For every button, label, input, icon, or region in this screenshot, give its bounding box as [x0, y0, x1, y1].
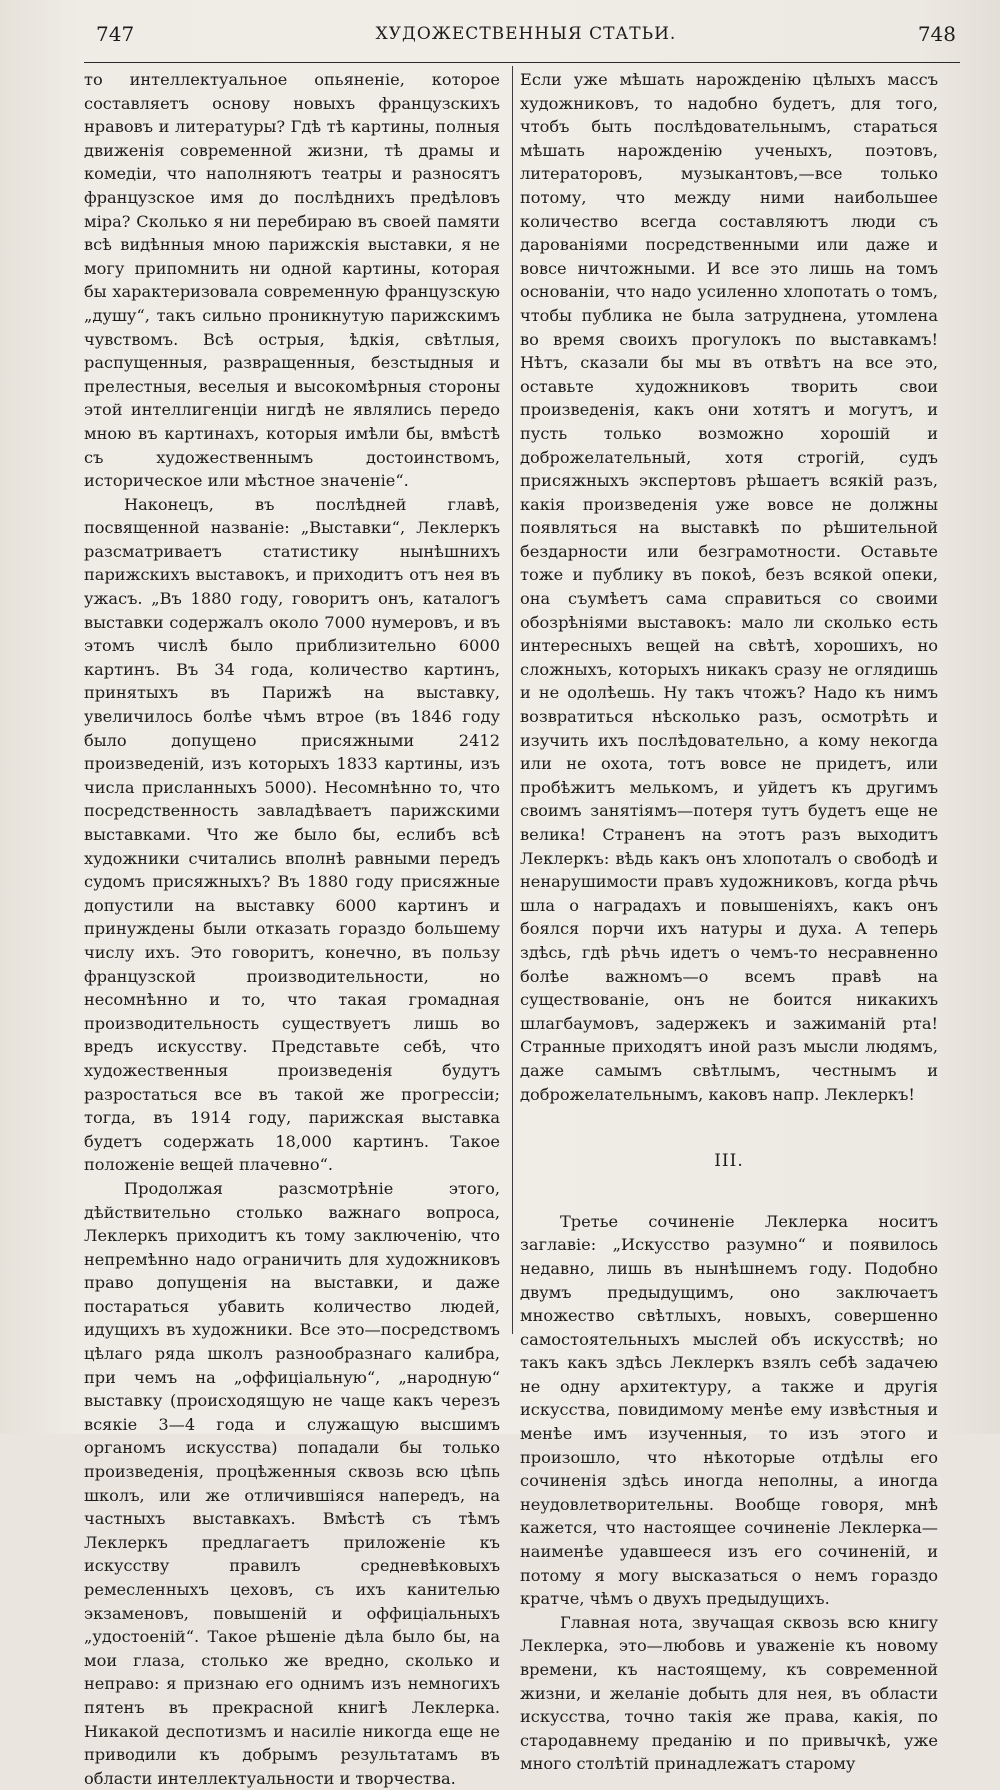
- page-header: [96, 22, 956, 52]
- paragraph: Третье сочиненіе Леклерка носитъ заглавіе: „Искусство разумно“ и появилось недавно, лишь въ нынѣшнемъ году. Подобно двумъ предыдущимъ, оно заключаетъ множество свѣтлыхъ, новыхъ, совершенно самостоятельныхъ мыслей объ искусствѣ; но такъ какъ здѣсь Леклеркъ взялъ себѣ задачею не одну архитектуру, а также и другія искусства, повидимому менѣе ему извѣстныя и менѣе имъ изученныя, то изъ этого и произошло, что нѣкоторые отдѣлы его сочиненія здѣсь иногда неполны, а иногда неудовлетворительны. Вообще говоря, мнѣ кажется, что настоящее сочиненіе Леклерка—наименѣе удавшееся изъ его сочиненій, и потому я могу высказаться о немъ гораздо кратче, чѣмъ о двухъ предыдущихъ.: [520, 1211, 938, 1609]
- page-number-right: 748: [917, 22, 956, 46]
- paragraph: Продолжая разсмотрѣніе этого, дѣйствительно столько важнаго вопроса, Леклеркъ приходитъ къ тому заключенію, что непремѣнно надо ограничить для художниковъ право допущенія на выставки, и даже постараться убавить количество людей, идущихъ въ художники. Все это—посредствомъ цѣлаго ряда школъ разнообразнаго калибра, при чемъ на „оффиціальную“, „народную“ выставку (происходящую не чаще какъ черезъ всякіе 3—4 года и служащую высшимъ органомъ искусства) попадали бы только произведенія, процѣженныя сквозь всю цѣпь школъ, или же отличившіяся напередъ, на частныхъ выставкахъ. Вмѣстѣ съ тѣмъ Леклеркъ предлагаетъ приложеніе къ искусству правилъ средневѣковыхъ ремесленныхъ цеховъ, съ ихъ канителью экзаменовъ, повышеній и оффиціальныхъ „удостоеній“. Такое рѣшеніе дѣла было бы, на мои глаза, столько же вредно, сколько и неправо: я признаю его однимъ изъ немногихъ пятенъ въ прекрасной книгѣ Леклерка. Никакой деспотизмъ и насиліе никогда еще не приводили къ добрымъ результатамъ въ области интеллектуальности и творчества.: [84, 1178, 500, 1788]
- running-title: ХУДОЖЕСТВЕННЫЯ СТАТЬИ.: [375, 24, 677, 44]
- paragraph: то интеллектуальное опьяненіе, которое составляетъ основу новыхъ французскихъ нравовъ и литературы? Гдѣ тѣ картины, полныя движенія современной жизни, тѣ драмы и комедіи, что наполняютъ театры и разносятъ французское имя до послѣднихъ предѣловъ міра? Сколько я ни перебираю въ своей памяти всѣ видѣнныя мною парижскія выставки, я не могу припомнить ни одной картины, которая бы характеризовала современную французскую „душу“, такъ сильно проникнутую парижскимъ чувствомъ. Всѣ острыя, ѣдкія, свѣтлыя, распущенныя, развращенныя, безстыдныя и прелестныя, веселыя и высокомѣрныя стороны этой интеллигенціи нигдѣ не являлись передо мною въ картинахъ, которыя имѣли бы, вмѣстѣ съ художественнымъ достоинствомъ, историческое или мѣстное значеніе“.: [84, 70, 500, 491]
- left-column: [84, 68, 500, 1790]
- paragraph: Главная нота, звучащая сквозь всю книгу Леклерка, это—любовь и уваженіе къ новому времени, къ настоящему, къ современной жизни, и желаніе добыть для нея, въ области искусства, точно такія же права, какія, по стародавнему преданію и по привычкѣ, уже много столѣтій принадлежатъ старому: [520, 1612, 938, 1774]
- column-divider: [512, 66, 513, 1334]
- right-column: [520, 68, 938, 1776]
- section-heading: III.: [714, 1151, 744, 1172]
- header-rule: [84, 62, 960, 63]
- paragraph: Наконецъ, въ послѣдней главѣ, посвященной названіе: „Выставки“, Леклеркъ разсматриваетъ статистику нынѣшнихъ парижскихъ выставокъ, и приходитъ отъ нея въ ужасъ. „Въ 1880 году, говоритъ онъ, каталогъ выставки содержалъ около 7000 нумеровъ, и въ этомъ числѣ было приблизительно 6000 картинъ. Въ 34 года, количество картинъ, принятыхъ въ Парижѣ на выставку, увеличилось болѣе чѣмъ втрое (въ 1846 году было допущено присяжными 2412 произведеній, изъ которыхъ 1833 картины, изъ числа присланныхъ 5000). Несомнѣнно то, что посредственность завладѣваетъ парижскими выставками. Что же было бы, еслибъ всѣ художники считались вполнѣ равными передъ судомъ присяжныхъ? Въ 1880 году присяжные допустили на выставку 6000 картинъ и принуждены были отказать гораздо большему числу ихъ. Это говоритъ, конечно, въ пользу французской производительности, но несомнѣнно и то, что такая громадная производительность существуетъ лишь во вредъ искусству. Представьте себѣ, что художественныя произведенія будутъ разростаться все въ такой же прогрессіи; тогда, въ 1914 году, парижская выставка будетъ содержать 18,000 картинъ. Такое положеніе вещей плачевно“.: [84, 494, 500, 1175]
- paragraph: Если уже мѣшать нарожденію цѣлыхъ массъ художниковъ, то надобно будетъ, для того, чтобъ быть послѣдовательнымъ, стараться мѣшать нарожденію ученыхъ, поэтовъ, литераторовъ, музыкантовъ,—все только потому, что между ними наибольшее количество всегда составляютъ люди съ дарованіями посредственными или даже и вовсе ничтожными. И все это лишь на томъ основаніи, что надо усиленно хлопотать о томъ, чтобы публика не была затруднена, утомлена во время своихъ прогулокъ по выставкамъ! Нѣтъ, сказали бы мы въ отвѣтъ на все это, оставьте художниковъ творить свои произведенія, какъ они хотятъ и могутъ, и пусть только возможно хорошій и доброжелательный, хотя строгій, судъ присяжныхъ экспертовъ рѣшаетъ всякій разъ, какія произведенія уже вовсе не должны появляться на выставкѣ по рѣшительной бездарности или безграмотности. Оставьте тоже и публику въ покоѣ, безъ всякой опеки, она съумѣетъ сама справиться со своими обозрѣніями выставокъ: мало ли сколько есть интересныхъ вещей на свѣтѣ, хорошихъ, но сложныхъ, которыхъ никакъ сразу не оглядишь и не одолѣешь. Ну такъ чтожъ? Надо къ нимъ возвратиться нѣсколько разъ, осмотрѣть и изучить ихъ послѣдовательно, а кому некогда или не охота, тотъ вовсе не придетъ, или пробѣжитъ мелькомъ, и уйдетъ къ другимъ своимъ занятіямъ—потеря тутъ будетъ еще не велика! Страненъ на этотъ разъ выходитъ Леклеркъ: вѣдь какъ онъ хлопоталъ о свободѣ и ненарушимости правъ художниковъ, когда рѣчь шла о наградахъ и повышеніяхъ, какъ онъ боялся порчи ихъ натуры и духа. А теперь здѣсь, гдѣ рѣчь идетъ о чемъ-то несравненно болѣе важномъ—о всемъ правѣ на существованіе, онъ не боится никакихъ шлагбаумовъ, задержекъ и зажиманій рта! Странные приходятъ иной разъ мысли людямъ, даже самымъ свѣтлымъ, честнымъ и доброжелательнымъ, каковъ напр. Леклеркъ!: [520, 70, 938, 1104]
- page-number-left: 747: [96, 22, 135, 46]
